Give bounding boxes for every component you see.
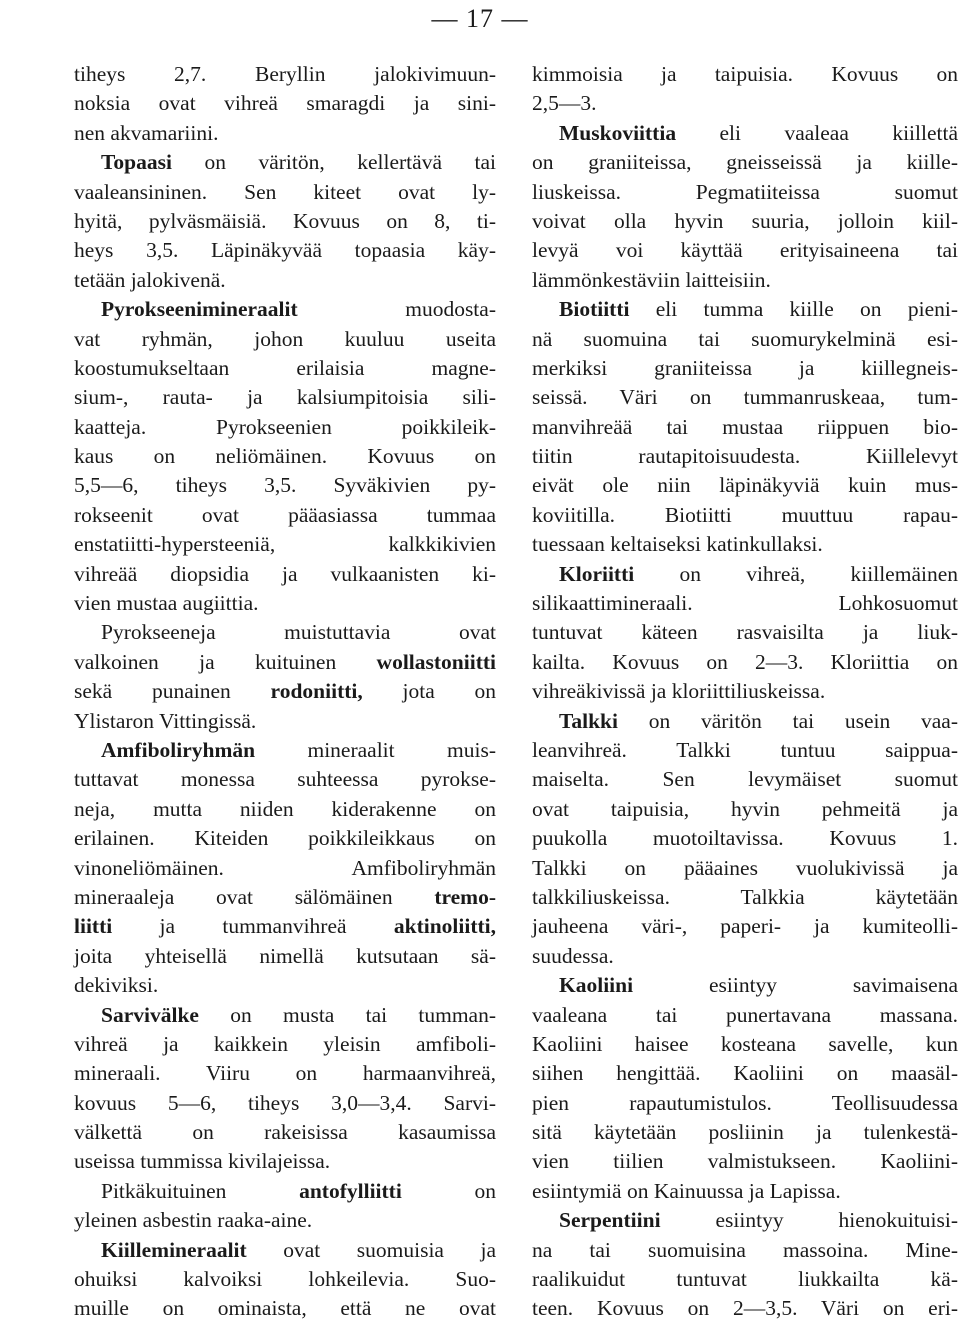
text-run: jota on [362, 679, 496, 704]
text-run: kimmoisia ja taipuisia. Kovuus on [532, 62, 958, 86]
mineral-term: wollastoniitti [376, 649, 496, 674]
text-line [532, 1294, 958, 1323]
text-run: eli tumma kiille on pieni- [629, 297, 958, 322]
text-line [74, 971, 496, 1000]
text-run: nä suomuina tai suomurykelminä esi- [532, 326, 958, 351]
text-line [74, 824, 496, 853]
text-line [74, 1089, 496, 1118]
text-run: talkkiliuskeissa. Talkkia käytetään [532, 884, 958, 909]
text-run: kailta. Kovuus on 2—3. Kloriittia on [532, 649, 958, 674]
text-run: esiintymiä on Kainuussa ja Lapissa. [532, 1178, 841, 1203]
text-run: on [401, 1178, 496, 1203]
text-line [532, 207, 958, 236]
text-run: vaaleansininen. Sen kiteet ovat ly- [74, 179, 496, 204]
text-run: siihen hengittää. Kaoliini on maasäl- [532, 1061, 958, 1086]
text-line [74, 795, 496, 824]
text-run: jauheena väri-, paperi- ja kumiteolli- [532, 914, 958, 939]
text-line [532, 354, 958, 383]
text-line [74, 1177, 496, 1206]
text-run: vien tiilien valmistukseen. Kaoliini- [532, 1149, 958, 1174]
text-line [74, 383, 496, 412]
text-run: vihreäkivissä ja kloriittiliuskeissa. [532, 679, 826, 704]
mineral-term: Biotiitti [559, 297, 630, 322]
text-run: leanvihreä. Talkki tuntuu saippua- [532, 737, 958, 762]
text-run: silikaattimineraali. Lohkosuomut [532, 591, 958, 616]
mineral-term: Pyrokseenimineraalit [101, 297, 298, 322]
text-run: erilainen. Kiteiden poikkileikkaus on [74, 826, 496, 851]
text-run: tuttavat monessa suhteessa pyrokse- [74, 767, 496, 792]
text-line [74, 1294, 496, 1323]
text-run: Pyrokseeneja muistuttavia ovat [101, 620, 496, 645]
text-line [532, 854, 958, 883]
text-run: koviitilla. Biotiitti muuttuu rapau- [532, 502, 958, 527]
text-run: eivät ole niin läpinäkyviä kuin mus- [532, 473, 958, 498]
text-line [74, 148, 496, 177]
text-line [74, 883, 496, 912]
text-line [74, 560, 496, 589]
text-line [532, 1059, 958, 1088]
text-line [532, 530, 958, 559]
text-line [532, 1147, 958, 1176]
mineral-term: antofylliitti [299, 1178, 402, 1203]
text-line [532, 501, 958, 530]
text-line [74, 618, 496, 647]
text-run: Talkki on pääaines vuolukivissä ja [532, 855, 958, 880]
text-line [532, 677, 958, 706]
text-run: dekiviksi. [74, 973, 159, 998]
text-line [74, 89, 496, 118]
text-line [74, 707, 496, 736]
text-run: seissä. Väri on tummanruskeaa, tum- [532, 385, 958, 410]
text-run: suudessa. [532, 943, 614, 968]
text-line [74, 589, 496, 618]
text-run: Kaoliini haisee kosteana savelle, kun [532, 1031, 958, 1056]
text-line [532, 912, 958, 941]
text-line [74, 677, 496, 706]
text-line [74, 501, 496, 530]
text-run: manvihreää tai mustaa riippuen bio- [532, 414, 958, 439]
text-line [532, 883, 958, 912]
text-line [532, 119, 958, 148]
text-run: mineraali. Viiru on harmaanvihreä, [74, 1061, 496, 1086]
text-line [532, 442, 958, 471]
text-line [532, 266, 958, 295]
text-run: muille on ominaista, että ne ovat [74, 1296, 496, 1321]
mineral-term: Kiillemineraalit [101, 1237, 247, 1262]
text-line [74, 648, 496, 677]
text-run: ovat suomuisia ja [246, 1237, 496, 1262]
text-line [74, 765, 496, 794]
text-line [532, 178, 958, 207]
text-run: sium-, rauta- ja kalsiumpitoisia sili- [74, 385, 496, 410]
text-line [74, 1265, 496, 1294]
text-line [532, 1177, 958, 1206]
text-run: esiintyy savimaisena [633, 973, 958, 998]
text-run: on väritön tai usein vaa- [617, 708, 958, 733]
text-line [74, 266, 496, 295]
text-run: välkettä on rakeisissa kasaumissa [74, 1120, 496, 1145]
text-line [74, 471, 496, 500]
text-run: enstatiitti-hypersteeniä, kalkkikivien [74, 532, 496, 557]
text-line [532, 1265, 958, 1294]
text-run: vihreää diopsidia ja vulkaanisten ki- [74, 561, 496, 586]
text-line [74, 1059, 496, 1088]
mineral-term: Kaoliini [559, 973, 634, 998]
text-run: sekä punainen [74, 679, 271, 704]
text-run: ohuiksi kalvoiksi lohkeilevia. Suo- [74, 1267, 496, 1292]
text-line [532, 618, 958, 647]
text-line [74, 1118, 496, 1147]
text-line [74, 942, 496, 971]
right-text-column [532, 60, 958, 1324]
text-line [74, 354, 496, 383]
mineral-term: Kloriitti [559, 561, 635, 586]
text-run: tetään jalokivenä. [74, 267, 226, 292]
text-line [74, 1001, 496, 1030]
text-run: kaus on neliömäinen. Kovuus on [74, 444, 496, 469]
text-line [532, 1236, 958, 1265]
text-run: vinoneliömäinen. Amfiboliryhmän [74, 855, 496, 880]
text-run: liuskeissa. Pegmatiiteissa suomut [532, 179, 958, 204]
text-run: esiintyy hienokuituisi- [660, 1208, 958, 1233]
mineral-term: Sarvivälke [101, 1002, 199, 1027]
text-run: Pitkäkuituinen [101, 1178, 300, 1203]
text-line [532, 971, 958, 1000]
text-run: merkiksi graniiteissa ja kiillegneis- [532, 355, 958, 380]
text-run: joita yhteisellä nimellä kutsutaan sä- [74, 943, 496, 968]
text-line [74, 119, 496, 148]
text-line [532, 736, 958, 765]
text-line [532, 236, 958, 265]
text-run: maiselta. Sen levymäiset suomut [532, 767, 958, 792]
text-line [74, 530, 496, 559]
mineral-term: Talkki [559, 708, 618, 733]
text-run: tuntuvat käteen rasvaisilta ja liuk- [532, 620, 958, 645]
text-run: hyitä, pylväsmäisiä. Kovuus on 8, ti- [74, 208, 496, 233]
text-line [74, 325, 496, 354]
text-line [532, 942, 958, 971]
text-line [74, 912, 496, 941]
mineral-term: Amfiboliryhmän [101, 737, 256, 762]
text-run: mineraalit muis- [255, 737, 496, 762]
text-line [532, 707, 958, 736]
text-line [532, 148, 958, 177]
text-run: tiitin rautapitoisuudesta. Kiillelevyt [532, 444, 958, 469]
text-run: 2,5—3. [532, 91, 597, 116]
mineral-term: aktinoliitti, [393, 914, 496, 939]
text-run: eli vaaleaa kiillettä [676, 120, 958, 145]
text-run: Ylistaron Vittingissä. [74, 708, 257, 733]
text-line [74, 60, 496, 89]
text-run: nen akvamariini. [74, 120, 219, 145]
text-run: rokseenit ovat pääasiassa tummaa [74, 502, 496, 527]
text-run: na tai suomuisina massoina. Mine- [532, 1237, 958, 1262]
text-run: 5,5—6, tiheys 3,5. Syväkivien py- [74, 473, 496, 498]
mineral-term: Serpentiini [559, 1208, 661, 1233]
text-line [74, 1206, 496, 1235]
mineral-term: Muskoviittia [559, 120, 677, 145]
text-line [532, 1089, 958, 1118]
text-line [74, 236, 496, 265]
text-run: on musta tai tumman- [198, 1002, 496, 1027]
text-line [532, 795, 958, 824]
text-run: ja tummanvihreä [112, 914, 394, 939]
page-number: — 17 — [431, 4, 529, 33]
text-run: valkoinen ja kuituinen [74, 649, 377, 674]
text-run: vaaleana tai punertavana massana. [532, 1002, 958, 1027]
text-line [532, 1001, 958, 1030]
text-run: puukolla muotoiltavissa. Kovuus 1. [532, 826, 958, 851]
text-run: neja, mutta niiden kiderakenne on [74, 796, 496, 821]
text-run: on vihreä, kiillemäinen [634, 561, 958, 586]
text-run: on graniiteissa, gneisseissä ja kiille- [532, 150, 958, 175]
text-line [74, 442, 496, 471]
text-line [532, 765, 958, 794]
text-line [532, 413, 958, 442]
text-line [74, 413, 496, 442]
mineral-term: liitti [74, 914, 113, 939]
text-run: voivat olla hyvin suuria, jolloin kiil- [532, 208, 958, 233]
text-run: kaatteja. Pyrokseenien poikkileik- [74, 414, 496, 439]
mineral-term: Topaasi [101, 150, 172, 175]
text-line [532, 560, 958, 589]
text-run: teen. Kovuus on 2—3,5. Väri on eri- [532, 1296, 958, 1321]
text-run: mineraaleja ovat sälömäinen [74, 884, 435, 909]
text-run: vat ryhmän, johon kuuluu useita [74, 326, 496, 351]
text-run: pien rapautumistulos. Teollisuudessa [532, 1090, 958, 1115]
text-run: tuessaan keltaiseksi katinkullaksi. [532, 532, 823, 557]
text-line [532, 648, 958, 677]
text-line [74, 736, 496, 765]
text-line [532, 295, 958, 324]
text-run: raalikuidut tuntuvat liukkailta kä- [532, 1267, 958, 1292]
text-line [532, 1030, 958, 1059]
left-text-column [74, 60, 496, 1324]
text-line [74, 1030, 496, 1059]
text-run: noksia ovat vihreä smaragdi ja sini- [74, 91, 496, 116]
text-run: vihreä ja kaikkein yleisin amfiboli- [74, 1031, 496, 1056]
text-line [532, 589, 958, 618]
text-line [74, 1236, 496, 1265]
mineral-term: tremo- [434, 884, 496, 909]
text-line [74, 207, 496, 236]
text-line [532, 383, 958, 412]
text-line [532, 60, 958, 89]
text-run: levyä voi käyttää erityisaineena tai [532, 238, 958, 263]
text-line [74, 1147, 496, 1176]
text-line [532, 824, 958, 853]
text-run: muodosta- [297, 297, 496, 322]
text-line [532, 471, 958, 500]
text-run: useissa tummissa kivilajeissa. [74, 1149, 331, 1174]
text-run: lämmönkestäviin laitteisiin. [532, 267, 771, 292]
mineral-term: rodoniitti, [270, 679, 363, 704]
text-run: vien mustaa augiittia. [74, 591, 259, 616]
text-run: heys 3,5. Läpinäkyvää topaasia käy- [74, 238, 496, 263]
text-line [74, 178, 496, 207]
text-line [74, 295, 496, 324]
text-line [532, 325, 958, 354]
text-line [74, 854, 496, 883]
text-line [532, 1118, 958, 1147]
text-run: yleinen asbestin raaka-aine. [74, 1208, 313, 1233]
text-run: on väritön, kellertävä tai [171, 150, 496, 175]
text-run: tiheys 2,7. Beryllin jalokivimuun- [74, 62, 496, 86]
text-line [532, 1206, 958, 1235]
text-run: sitä käytetään posliinin ja tulenkestä- [532, 1120, 958, 1145]
text-line [532, 89, 958, 118]
text-run: kovuus 5—6, tiheys 3,0—3,4. Sarvi- [74, 1090, 496, 1115]
text-run: koostumukseltaan erilaisia magne- [74, 355, 496, 380]
text-run: ovat taipuisia, hyvin pehmeitä ja [532, 796, 958, 821]
